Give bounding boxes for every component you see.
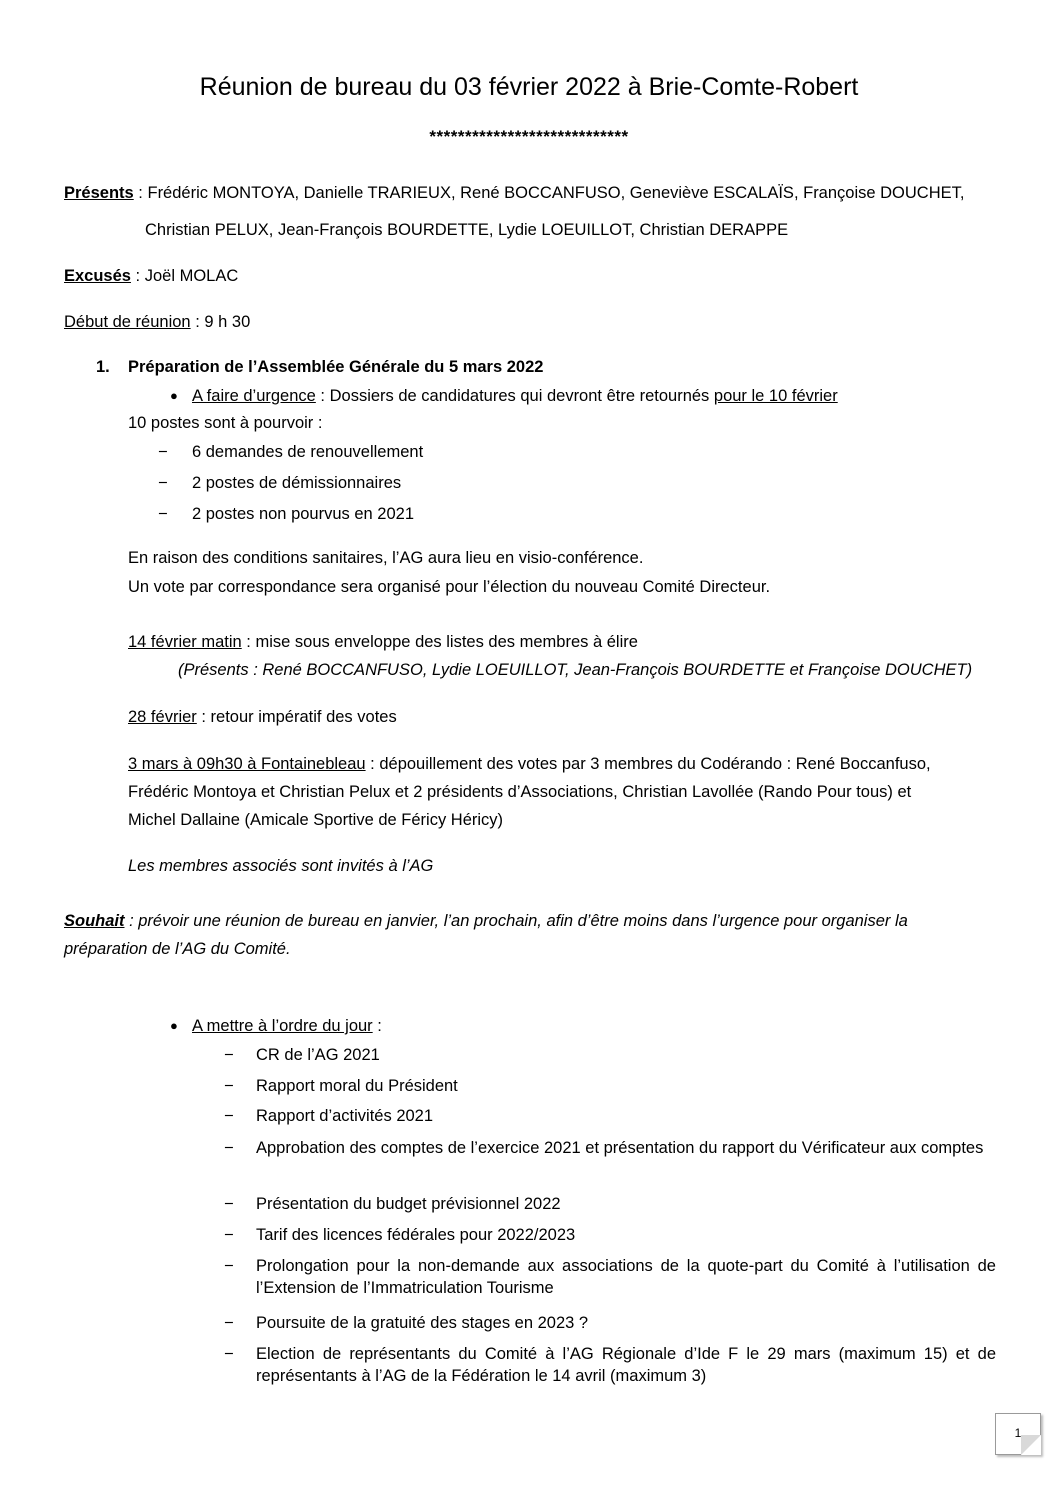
agenda-item: Présentation du budget prévisionnel 2022 [256, 1195, 561, 1213]
mar3-line-3: Michel Dallaine (Amicale Sportive de Féricy Héricy) [128, 811, 504, 829]
souhait-label: Souhait [64, 912, 125, 930]
bullet-icon: ● [170, 388, 178, 403]
agenda-item: CR de l’AG 2021 [256, 1046, 380, 1064]
mar3-line-1 [128, 753, 931, 775]
poste-item: 6 demandes de renouvellement [192, 443, 424, 461]
dash-icon: − [224, 1077, 234, 1095]
presents-label: Présents [64, 184, 134, 202]
title-separator: **************************** [429, 127, 629, 146]
dash-icon: − [158, 443, 168, 461]
agenda-item: Prolongation pour la non-demande aux associations de la quote-part du Comité à l’utilisation de l’Extension de l’Immatriculation Tourisme [256, 1257, 996, 1297]
sanitaire-line-1: En raison des conditions sanitaires, l’AG aura lieu en visio-conférence. [128, 549, 644, 567]
feb14-presents: (Présents : René BOCCANFUSO, Lydie LOEUILLOT, Jean-François BOURDETTE et Françoise DOUCHET) [178, 661, 973, 679]
souhait-text-1: : prévoir une réunion de bureau en janvier, l’an prochain, afin d’être moins dans l’urgence pour organiser la [124, 912, 908, 930]
dash-icon: − [158, 505, 168, 523]
dash-icon: − [224, 1046, 234, 1064]
excuses-line [64, 265, 238, 287]
feb14-line [128, 631, 638, 653]
souhait-line-2: préparation de l’AG du Comité. [64, 940, 291, 958]
agenda-item: Rapport d’activités 2021 [256, 1107, 434, 1125]
dash-icon: − [224, 1195, 234, 1213]
dash-icon: − [224, 1314, 234, 1332]
bullet-icon: ● [170, 1018, 178, 1033]
section-1-title: Préparation de l’Assemblée Générale du 5 mars 2022 [128, 358, 544, 376]
sanitaire-line-2: Un vote par correspondance sera organisé pour l’élection du nouveau Comité Directeur. [128, 578, 771, 596]
page-number: 1 [1014, 1426, 1022, 1440]
mar3-label: 3 mars à 09h30 à Fontainebleau [128, 755, 366, 773]
excuses-sep: : [130, 267, 145, 285]
poste-item: 2 postes non pourvus en 2021 [192, 505, 415, 523]
urgence-line [192, 385, 838, 407]
feb14-label: 14 février matin [128, 633, 242, 651]
poste-item: 2 postes de démissionnaires [192, 474, 402, 492]
dash-icon: − [224, 1139, 234, 1157]
presents-names-2: Christian PELUX, Jean-François BOURDETTE, Lydie LOEUILLOT, Christian DERAPPE [145, 221, 789, 239]
urgence-text: : Dossiers de candidatures qui devront être retournés [315, 387, 714, 405]
mar3-line-2: Frédéric Montoya et Christian Pelux et 2 présidents d’Associations, Christian Lavollée (Rando Pour tous) et [128, 783, 912, 801]
feb14-text: : mise sous enveloppe des listes des membres à élire [241, 633, 638, 651]
dash-icon: − [224, 1345, 234, 1363]
ordre-du-jour-heading [192, 1015, 382, 1037]
feb28-line [128, 706, 397, 728]
debut-line [64, 311, 250, 333]
debut-sep: : [190, 313, 205, 331]
feb28-text: : retour impératif des votes [196, 708, 397, 726]
dash-icon: − [224, 1107, 234, 1125]
excuses-label: Excusés [64, 267, 131, 285]
urgence-label: A faire d’urgence [192, 387, 316, 405]
presents-names-1: Frédéric MONTOYA, Danielle TRARIEUX, René BOCCANFUSO, Geneviève ESCALAÏS, Françoise DOUCHET, [147, 184, 965, 202]
souhait-line-1 [64, 910, 908, 932]
membres-associes: Les membres associés sont invités à l’AG [128, 857, 434, 875]
excuses-value: Joël MOLAC [144, 267, 239, 285]
agenda-item: Rapport moral du Président [256, 1077, 458, 1095]
page-title: Réunion de bureau du 03 février 2022 à Brie-Comte-Robert [199, 73, 859, 101]
debut-value: 9 h 30 [204, 313, 251, 331]
dash-icon: − [224, 1226, 234, 1244]
mar3-text-1: : dépouillement des votes par 3 membres du Codérando : René Boccanfuso, [365, 755, 931, 773]
presents-sep: : [133, 184, 148, 202]
ordre-du-jour-label: A mettre à l’ordre du jour [192, 1017, 373, 1035]
agenda-item: Tarif des licences fédérales pour 2022/2023 [256, 1226, 576, 1244]
feb28-label: 28 février [128, 708, 197, 726]
presents-line-1 [64, 182, 964, 204]
page-number-box [995, 1413, 1041, 1455]
dash-icon: − [224, 1257, 234, 1275]
section-1-number: 1. [96, 358, 110, 376]
agenda-item: Election de représentants du Comité à l’AG Régionale d’Ide F le 29 mars (maximum 15) et de représentants à l’AG de la Fédération le 14 avril (maximum 3) [256, 1345, 996, 1385]
urgence-date: pour le 10 février [713, 387, 838, 405]
agenda-item: Approbation des comptes de l’exercice 2021 et présentation du rapport du Vérificateur aux comptes [256, 1139, 984, 1157]
agenda-item: Poursuite de la gratuité des stages en 2023 ? [256, 1314, 589, 1332]
debut-label: Début de réunion [64, 313, 191, 331]
dash-icon: − [158, 474, 168, 492]
ordre-du-jour-sep: : [372, 1017, 382, 1035]
postes-intro: 10 postes sont à pourvoir : [128, 414, 323, 432]
